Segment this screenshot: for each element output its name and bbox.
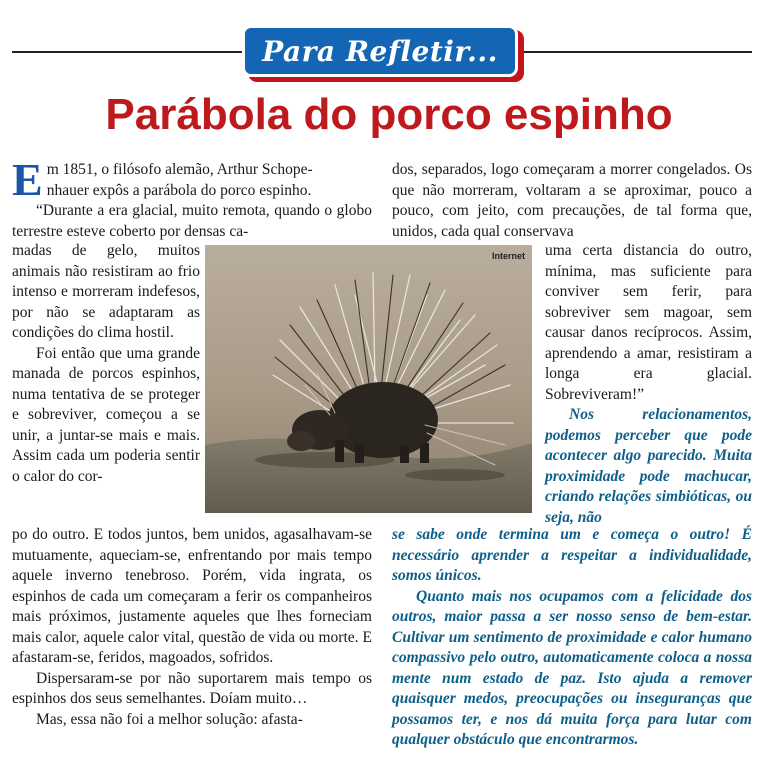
article-title: Parábola do porco espinho — [105, 90, 673, 139]
header-rule-left — [12, 51, 244, 53]
col1-top — [12, 154, 372, 242]
intro-line-1: m 1851, o filósofo alemão, Arthur Schope- — [46, 161, 313, 178]
porcupine-image — [205, 245, 532, 513]
paragraph-dispersaram: Dispersaram-se por não suportarem mais tempo os espinhos dos seus semelhantes. Doíam muito… — [12, 669, 372, 707]
col2-top — [392, 160, 752, 242]
intro-line-2: nhauer expôs a parábola do porco espinho. — [46, 181, 312, 199]
paragraph-glacial-start: “Durante a era glacial, muito remota, quando o globo terrestre esteve coberto por densas ca- — [12, 202, 372, 240]
col2-narrow — [545, 241, 752, 528]
paragraph-felicidade: Quanto mais nos ocupamos com a felicidade dos outros, maior passa a ser nosso senso de bem-estar. Cultivar um sentimento de proximidade e calor humano compassivo pelo outro, automaticamente coloca a nossa mente num estado de paz. Isto ajuda a remover quaisquer medos, preocupações ou inseguranças que possamos ter, e nos dá muita força para lutar com qualquer obstáculo que encontrarmos. — [392, 587, 752, 748]
porcupine-photo — [205, 245, 532, 513]
paragraph-relacionamentos: Nos relacionamentos, podemos perceber que pode acontecer algo parecido. Muita proximidade pode machucar, criando relações simbióticas, ou seja, não — [545, 406, 752, 526]
paragraph-afasta: Mas, essa não foi a melhor solução: afasta- — [36, 710, 303, 728]
header-rule-right — [520, 51, 752, 53]
paragraph-manada: Foi então que uma grande manada de porcos espinhos, numa tentativa de se proteger e sobreviver, começou a se unir, a juntar-se mais e mais. Assim cada um poderia sentir o calor do cor- — [12, 344, 200, 485]
col1-narrow — [12, 241, 200, 487]
photo-credit: Internet — [491, 251, 525, 261]
paragraph-glacial-cont: madas de gelo, muitos animais não resistiram ao frio intenso e morreram indefesos, por não se adaptaram as condições do clima hostil. — [12, 242, 200, 341]
col1-bottom — [12, 525, 372, 730]
paragraph-relacionamentos-cont: se sabe onde termina um e começa o outro! É necessário aprender a respeitar a individualidade, somos únicos. — [392, 526, 752, 584]
banner-text: Para Refletir... — [262, 34, 498, 68]
col2-bottom — [392, 525, 752, 751]
paragraph-manada-cont: po do outro. E todos juntos, bem unidos, agasalhavam-se mutuamente, aqueciam-se, enfrentando por mais tempo aquele inverno tenebroso. Porém, vida ingrata, os espinhos de cada um começaram a ferir os companheiros mais próximos, justamente aqueles que lhes forneciam mais calor, aquele calor vital, questão de vida ou morte. E afastaram-se, feridos, magoados, sofridos. — [12, 526, 372, 666]
section-banner — [242, 25, 518, 77]
paragraph-afastados-cont: uma certa distancia do outro, mínima, mas suficiente para conviver sem ferir, para sobreviver sem magoar, sem causar danos recíprocos. Assim, aprendendo a amar, resistiram a longa era glacial. Sobreviveram!” — [545, 242, 752, 403]
paragraph-afastados: dos, separados, logo começaram a morrer congelados. Os que não morreram, voltaram a se aproximar, pouco a pouco, com jeito, com precauções, de tal forma que, unidos, cada qual conservava — [392, 161, 752, 240]
drop-cap: E — [12, 154, 43, 205]
